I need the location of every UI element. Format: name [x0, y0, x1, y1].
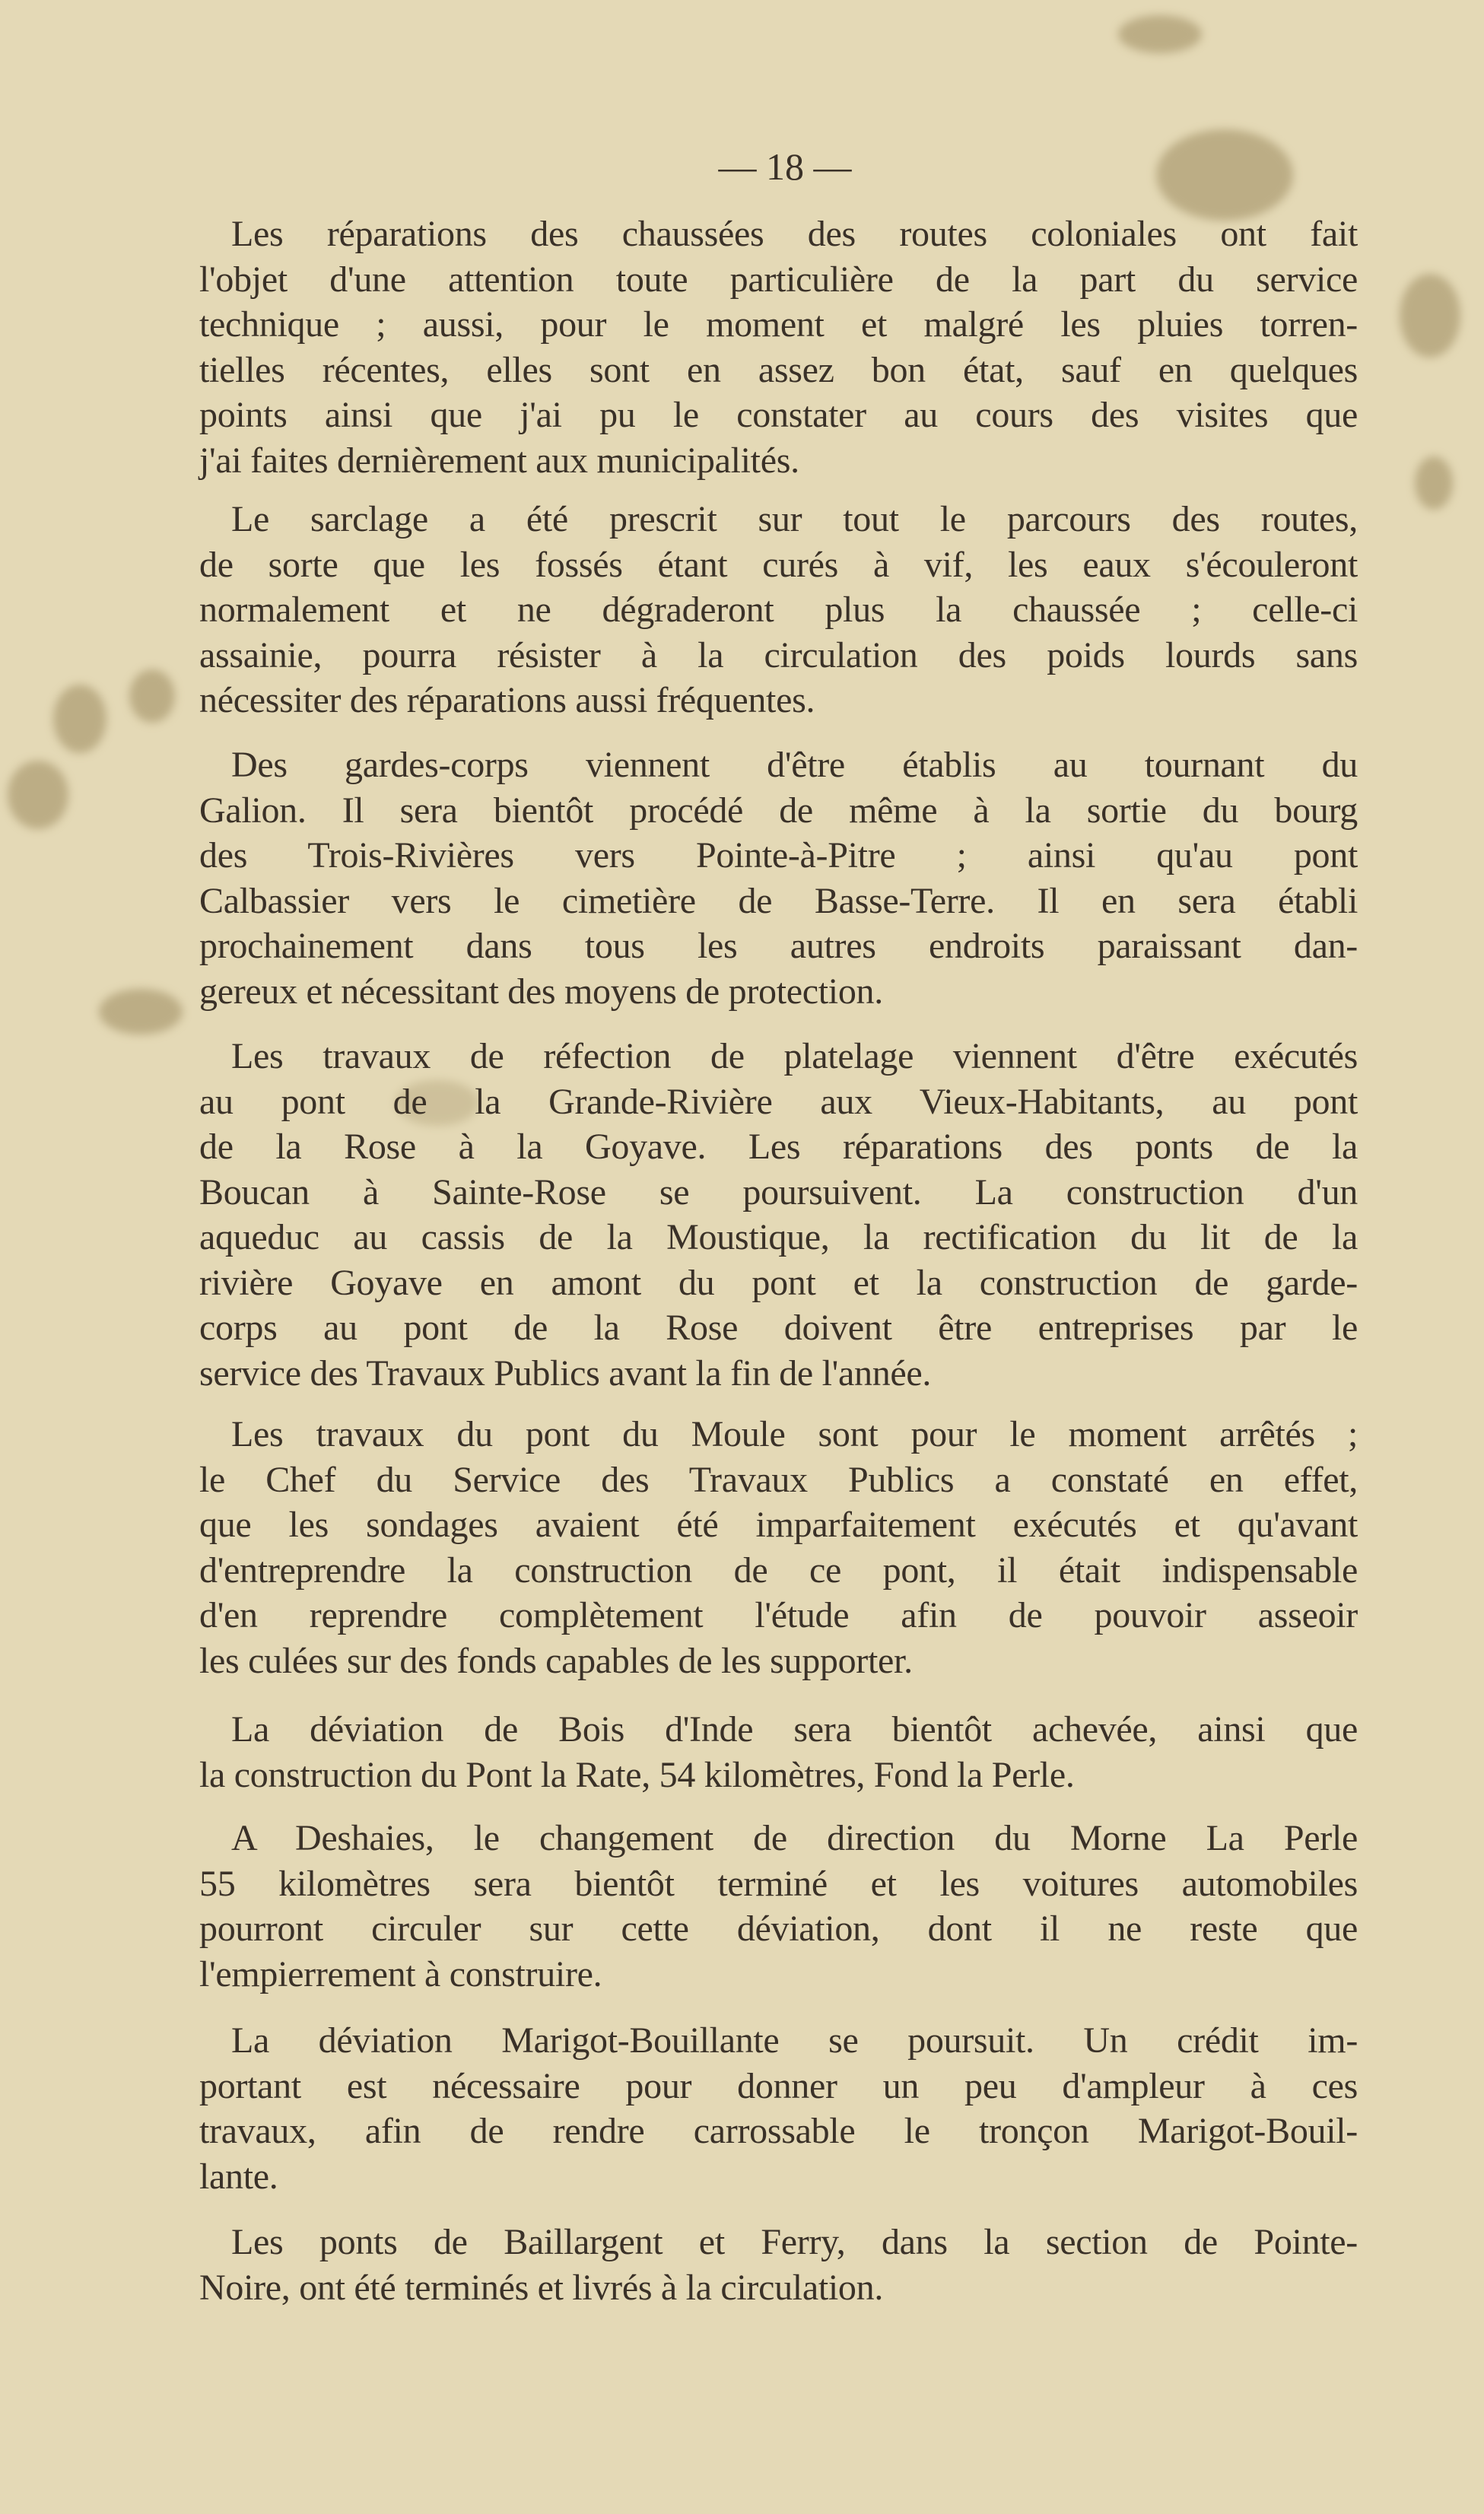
text-line: d'entreprendre la construction de ce pont, il était indispensable	[199, 1549, 1358, 1591]
paragraph	[199, 497, 1358, 723]
text-line: l'empierrement à construire.	[199, 1953, 602, 1994]
text-line: les culées sur des fonds capables de les supporter.	[199, 1640, 913, 1681]
text-line: Les travaux de réfection de platelage viennent d'être exécutés	[231, 1036, 1358, 1076]
stain	[1400, 274, 1460, 358]
text-line: A Deshaies, le changement de direction du Morne La Perle	[231, 1818, 1358, 1858]
stain	[129, 669, 175, 723]
paragraph	[199, 1707, 1358, 1797]
page-number: — 18 —	[718, 145, 852, 188]
paragraph	[199, 2018, 1358, 2199]
text-line: prochainement dans tous les autres endroits paraissant dan-	[199, 926, 1358, 966]
text-line: aqueduc au cassis de la Moustique, la rectification du lit de la	[199, 1217, 1358, 1257]
text-line: Boucan à Sainte-Rose se poursuivent. La construction d'un	[199, 1171, 1358, 1213]
text-line: corps au pont de la Rose doivent être entreprises par le	[199, 1308, 1358, 1348]
text-line: la construction du Pont la Rate, 54 kilomètres, Fond la Perle.	[199, 1754, 1075, 1795]
stain	[1118, 15, 1202, 53]
text-line: j'ai faites dernièrement aux municipalités.	[199, 440, 799, 481]
text-line: au pont de la Grande-Rivière aux Vieux-Habitants, au pont	[199, 1081, 1358, 1122]
text-line: travaux, afin de rendre carrossable le tronçon Marigot-Bouil-	[199, 2111, 1358, 2151]
text-line: de la Rose à la Goyave. Les réparations des ponts de la	[199, 1127, 1358, 1167]
text-line: Les travaux du pont du Moule sont pour le moment arrêtés ;	[231, 1414, 1358, 1454]
text-line: Le sarclage a été prescrit sur tout le parcours des routes,	[231, 499, 1358, 539]
text-line: 55 kilomètres sera bientôt terminé et les voitures automobiles	[199, 1863, 1358, 1904]
paragraph	[199, 742, 1358, 1014]
text-line: assainie, pourra résister à la circulation des poids lourds sans	[199, 634, 1358, 675]
text-line: Les ponts de Baillargent et Ferry, dans la section de Pointe-	[231, 2222, 1358, 2262]
text-line: Des gardes-corps viennent d'être établis au tournant du	[231, 745, 1358, 785]
text-line: tielles récentes, elles sont en assez bon état, sauf en quelques	[199, 349, 1358, 390]
text-line: service des Travaux Publics avant la fin de l'année.	[199, 1352, 932, 1394]
text-line: rivière Goyave en amont du pont et la construction de garde-	[199, 1262, 1358, 1303]
text-line: Galion. Il sera bientôt procédé de même à la sortie du bourg	[199, 790, 1358, 831]
text-line: normalement et ne dégraderont plus la chaussée ; celle-ci	[199, 590, 1358, 630]
text-line: La déviation de Bois d'Inde sera bientôt achevée, ainsi que	[231, 1709, 1358, 1750]
text-line: Noire, ont été terminés et livrés à la circulation.	[199, 2267, 884, 2308]
text-line: que les sondages avaient été imparfaitement exécutés et qu'avant	[199, 1505, 1358, 1545]
stain	[99, 989, 183, 1035]
text-line: des Trois-Rivières vers Pointe-à-Pitre ; ainsi qu'au pont	[199, 835, 1358, 876]
text-line: de sorte que les fossés étant curés à vif, les eaux s'écouleront	[199, 544, 1358, 585]
stain	[1415, 456, 1453, 510]
text-line: portant est nécessaire pour donner un peu d'ampleur à ces	[199, 2065, 1358, 2106]
text-line: Calbassier vers le cimetière de Basse-Terre. Il en sera établi	[199, 880, 1358, 921]
text-line: d'en reprendre complètement l'étude afin de pouvoir asseoir	[199, 1595, 1358, 1635]
text-line: le Chef du Service des Travaux Publics a constaté en effet,	[199, 1459, 1358, 1500]
text-line: l'objet d'une attention toute particulière de la part du service	[199, 259, 1358, 300]
paragraph	[199, 1034, 1358, 1396]
text-line: lante.	[199, 2156, 278, 2197]
text-line: nécessiter des réparations aussi fréquentes.	[199, 680, 815, 720]
paragraph	[199, 1816, 1358, 1997]
text-line: points ainsi que j'ai pu le constater au cours des visites que	[199, 395, 1358, 435]
paragraph	[199, 2220, 1358, 2310]
text-line: Les réparations des chaussées des routes coloniales ont fait	[231, 214, 1358, 254]
stain	[53, 685, 106, 753]
stain	[8, 761, 68, 829]
paragraph	[199, 211, 1358, 483]
text-line: pourront circuler sur cette déviation, dont il ne reste que	[199, 1909, 1358, 1949]
text-line: gereux et nécessitant des moyens de protection.	[199, 971, 883, 1012]
paragraph	[199, 1412, 1358, 1683]
text-line: technique ; aussi, pour le moment et malgré les pluies torren-	[199, 304, 1358, 345]
text-line: La déviation Marigot-Bouillante se poursuit. Un crédit im-	[231, 2020, 1358, 2061]
